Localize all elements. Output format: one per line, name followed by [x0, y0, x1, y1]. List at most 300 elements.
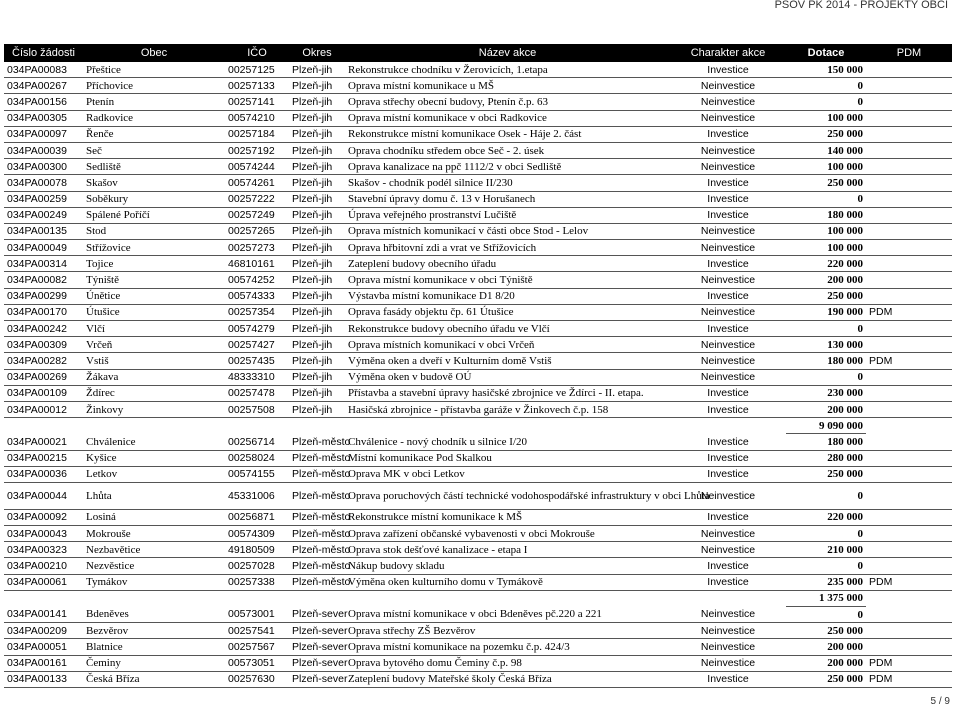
table-body [4, 62, 952, 687]
table-row [4, 126, 952, 142]
cell-obec: Žákava [83, 369, 225, 385]
cell-okres: Plzeň-sever [289, 671, 345, 687]
cell-pdm [866, 639, 952, 655]
cell-okres: Plzeň-jih [289, 321, 345, 337]
cell-charakter: Investice [670, 509, 786, 525]
cell-okres: Plzeň-jih [289, 159, 345, 175]
cell-okres: Plzeň-město [289, 434, 345, 450]
cell-cislo: 034PA00170 [4, 304, 83, 320]
cell-akce: Oprava místní komunikace v obci Radkovice [345, 110, 670, 126]
cell-okres: Plzeň-jih [289, 256, 345, 272]
cell-dotace: 210 000 [786, 542, 866, 558]
empty-cell [866, 418, 952, 434]
cell-dotace: 150 000 [786, 62, 866, 78]
cell-okres: Plzeň-jih [289, 304, 345, 320]
table-row [4, 94, 952, 110]
cell-charakter: Neinvestice [670, 272, 786, 288]
cell-obec: Letkov [83, 466, 225, 482]
cell-okres: Plzeň-jih [289, 240, 345, 256]
cell-obec: Blatnice [83, 639, 225, 655]
cell-obec: Radkovice [83, 110, 225, 126]
cell-dotace: 250 000 [786, 671, 866, 687]
cell-dotace: 100 000 [786, 110, 866, 126]
empty-cell [4, 418, 83, 434]
cell-charakter: Neinvestice [670, 607, 786, 623]
cell-obec: Příchovice [83, 78, 225, 94]
cell-akce: Oprava místních komunikací v obci Vrčeň [345, 337, 670, 353]
cell-akce: Oprava chodníku středem obce Seč - 2. úsek [345, 142, 670, 158]
cell-cislo: 034PA00039 [4, 142, 83, 158]
cell-okres: Plzeň-jih [289, 353, 345, 369]
cell-pdm [866, 223, 952, 239]
cell-charakter: Neinvestice [670, 110, 786, 126]
cell-obec: Chválenice [83, 434, 225, 450]
cell-ico: 00574244 [225, 159, 289, 175]
cell-dotace: 200 000 [786, 401, 866, 417]
cell-cislo: 034PA00141 [4, 607, 83, 623]
cell-dotace: 0 [786, 369, 866, 385]
cell-charakter: Investice [670, 191, 786, 207]
table-row [4, 466, 952, 482]
cell-ico: 00257541 [225, 623, 289, 639]
empty-cell [289, 418, 345, 434]
cell-akce: Oprava střechy ZŠ Bezvěrov [345, 623, 670, 639]
cell-cislo: 034PA00323 [4, 542, 83, 558]
col-header-ico: IČO [225, 44, 289, 62]
table-row [4, 671, 952, 687]
cell-charakter: Neinvestice [670, 240, 786, 256]
col-header-dotace: Dotace [786, 44, 866, 62]
cell-okres: Plzeň-město [289, 450, 345, 466]
empty-cell [225, 418, 289, 434]
cell-pdm [866, 207, 952, 223]
cell-ico: 00574279 [225, 321, 289, 337]
cell-akce: Výstavba místní komunikace D1 8/20 [345, 288, 670, 304]
table-row [4, 639, 952, 655]
empty-cell [670, 418, 786, 434]
empty-cell [83, 418, 225, 434]
cell-okres: Plzeň-jih [289, 110, 345, 126]
table-row [4, 353, 952, 369]
cell-obec: Soběkury [83, 191, 225, 207]
cell-cislo: 034PA00300 [4, 159, 83, 175]
cell-okres: Plzeň-jih [289, 62, 345, 78]
cell-dotace: 180 000 [786, 353, 866, 369]
cell-charakter: Neinvestice [670, 623, 786, 639]
cell-cislo: 034PA00267 [4, 78, 83, 94]
cell-obec: Střížovice [83, 240, 225, 256]
cell-obec: Únětice [83, 288, 225, 304]
cell-obec: Lhůta [83, 482, 225, 509]
cell-cislo: 034PA00078 [4, 175, 83, 191]
cell-cislo: 034PA00061 [4, 574, 83, 590]
table-row [4, 304, 952, 320]
table-row [4, 191, 952, 207]
cell-obec: Vstiš [83, 353, 225, 369]
cell-dotace: 0 [786, 94, 866, 110]
empty-cell [289, 590, 345, 606]
cell-pdm [866, 434, 952, 450]
cell-dotace: 0 [786, 78, 866, 94]
col-header-cislo: Číslo žádosti [4, 44, 83, 62]
cell-okres: Plzeň-město [289, 558, 345, 574]
cell-pdm [866, 94, 952, 110]
cell-dotace: 0 [786, 526, 866, 542]
cell-obec: Čeminy [83, 655, 225, 671]
cell-cislo: 034PA00135 [4, 223, 83, 239]
cell-pdm [866, 272, 952, 288]
cell-akce: Oprava místní komunikace v obci Bdeněves pč.220 a 221 [345, 607, 670, 623]
table-row [4, 655, 952, 671]
cell-akce: Výměna oken v budově OÚ [345, 369, 670, 385]
table-row [4, 175, 952, 191]
cell-akce: Chválenice - nový chodník u silnice I/20 [345, 434, 670, 450]
cell-pdm: PDM [866, 655, 952, 671]
cell-dotace: 250 000 [786, 126, 866, 142]
col-header-okres: Okres [289, 44, 345, 62]
cell-dotace: 200 000 [786, 639, 866, 655]
cell-obec: Spálené Poříčí [83, 207, 225, 223]
cell-pdm: PDM [866, 353, 952, 369]
cell-pdm [866, 110, 952, 126]
empty-cell [345, 418, 670, 434]
cell-obec: Losiná [83, 509, 225, 525]
empty-cell [4, 590, 83, 606]
cell-dotace: 0 [786, 191, 866, 207]
cell-akce: Oprava místních komunikací v části obce Stod - Lelov [345, 223, 670, 239]
cell-ico: 00257273 [225, 240, 289, 256]
cell-dotace: 200 000 [786, 272, 866, 288]
empty-cell [345, 590, 670, 606]
cell-obec: Řenče [83, 126, 225, 142]
cell-ico: 00257028 [225, 558, 289, 574]
cell-cislo: 034PA00161 [4, 655, 83, 671]
cell-dotace: 180 000 [786, 207, 866, 223]
cell-obec: Mokrouše [83, 526, 225, 542]
cell-ico: 00257141 [225, 94, 289, 110]
table-row [4, 240, 952, 256]
cell-ico: 00257249 [225, 207, 289, 223]
cell-pdm [866, 558, 952, 574]
cell-pdm [866, 191, 952, 207]
cell-charakter: Investice [670, 574, 786, 590]
cell-charakter: Neinvestice [670, 482, 786, 509]
cell-pdm [866, 142, 952, 158]
cell-obec: Přeštice [83, 62, 225, 78]
col-header-akce: Název akce [345, 44, 670, 62]
cell-akce: Přístavba a stavební úpravy hasičské zbrojnice ve Ždírci - II. etapa. [345, 385, 670, 401]
cell-akce: Úprava veřejného prostranství Lučiště [345, 207, 670, 223]
cell-obec: Ptenín [83, 94, 225, 110]
table-row [4, 78, 952, 94]
cell-ico: 48333310 [225, 369, 289, 385]
cell-obec: Útušice [83, 304, 225, 320]
empty-cell [83, 590, 225, 606]
cell-akce: Oprava zařízení občanské vybavenosti v obci Mokrouše [345, 526, 670, 542]
cell-dotace: 130 000 [786, 337, 866, 353]
cell-ico: 00257508 [225, 401, 289, 417]
table-row [4, 369, 952, 385]
cell-pdm [866, 623, 952, 639]
cell-dotace: 250 000 [786, 466, 866, 482]
cell-pdm [866, 175, 952, 191]
cell-akce: Rekonstrukce místní komunikace Osek - Háje 2. část [345, 126, 670, 142]
cell-akce: Oprava fasády objektu čp. 61 Útušice [345, 304, 670, 320]
cell-ico: 00257630 [225, 671, 289, 687]
cell-charakter: Investice [670, 671, 786, 687]
table-row [4, 321, 952, 337]
cell-okres: Plzeň-jih [289, 207, 345, 223]
cell-pdm [866, 240, 952, 256]
cell-charakter: Investice [670, 288, 786, 304]
cell-pdm [866, 288, 952, 304]
cell-okres: Plzeň-jih [289, 369, 345, 385]
cell-charakter: Investice [670, 401, 786, 417]
cell-charakter: Investice [670, 466, 786, 482]
cell-obec: Vrčeň [83, 337, 225, 353]
cell-dotace: 0 [786, 321, 866, 337]
cell-cislo: 034PA00109 [4, 385, 83, 401]
cell-okres: Plzeň-jih [289, 272, 345, 288]
cell-ico: 00257435 [225, 353, 289, 369]
cell-okres: Plzeň-město [289, 542, 345, 558]
cell-obec: Skašov [83, 175, 225, 191]
cell-cislo: 034PA00092 [4, 509, 83, 525]
cell-cislo: 034PA00249 [4, 207, 83, 223]
col-header-pdm: PDM [866, 44, 952, 62]
cell-okres: Plzeň-sever [289, 607, 345, 623]
table-row [4, 288, 952, 304]
cell-charakter: Investice [670, 62, 786, 78]
cell-charakter: Neinvestice [670, 526, 786, 542]
cell-ico: 00257478 [225, 385, 289, 401]
cell-cislo: 034PA00299 [4, 288, 83, 304]
cell-okres: Plzeň-jih [289, 142, 345, 158]
cell-ico: 00257265 [225, 223, 289, 239]
cell-charakter: Investice [670, 175, 786, 191]
cell-ico: 00257222 [225, 191, 289, 207]
cell-obec: Týniště [83, 272, 225, 288]
cell-obec: Žinkovy [83, 401, 225, 417]
cell-obec: Česká Bříza [83, 671, 225, 687]
cell-obec: Bdeněves [83, 607, 225, 623]
cell-ico: 00574309 [225, 526, 289, 542]
cell-cislo: 034PA00305 [4, 110, 83, 126]
cell-ico: 00258024 [225, 450, 289, 466]
cell-akce: Nákup budovy skladu [345, 558, 670, 574]
cell-charakter: Neinvestice [670, 542, 786, 558]
cell-pdm [866, 526, 952, 542]
cell-akce: Oprava místní komunikace u MŠ [345, 78, 670, 94]
subtotal-row [4, 418, 952, 434]
table-row [4, 62, 952, 78]
table-row [4, 401, 952, 417]
cell-ico: 00574210 [225, 110, 289, 126]
cell-okres: Plzeň-jih [289, 337, 345, 353]
cell-akce: Oprava místní komunikace na pozemku č.p. 424/3 [345, 639, 670, 655]
cell-dotace: 100 000 [786, 240, 866, 256]
cell-charakter: Neinvestice [670, 639, 786, 655]
cell-charakter: Neinvestice [670, 337, 786, 353]
cell-pdm [866, 369, 952, 385]
cell-pdm [866, 466, 952, 482]
cell-cislo: 034PA00051 [4, 639, 83, 655]
cell-ico: 00257567 [225, 639, 289, 655]
cell-ico: 00574155 [225, 466, 289, 482]
cell-akce: Oprava kanalizace na ppč 1112/2 v obci Sedliště [345, 159, 670, 175]
cell-obec: Stod [83, 223, 225, 239]
cell-ico: 00573051 [225, 655, 289, 671]
cell-okres: Plzeň-město [289, 509, 345, 525]
cell-akce: Rekonstrukce místní komunikace k MŠ [345, 509, 670, 525]
cell-dotace: 220 000 [786, 509, 866, 525]
cell-pdm [866, 450, 952, 466]
cell-dotace: 200 000 [786, 655, 866, 671]
subtotal-row [4, 590, 952, 606]
cell-okres: Plzeň-sever [289, 623, 345, 639]
cell-dotace: 280 000 [786, 450, 866, 466]
cell-charakter: Neinvestice [670, 353, 786, 369]
cell-ico: 00256714 [225, 434, 289, 450]
cell-obec: Tojice [83, 256, 225, 272]
cell-charakter: Neinvestice [670, 304, 786, 320]
cell-ico: 46810161 [225, 256, 289, 272]
cell-charakter: Neinvestice [670, 655, 786, 671]
cell-obec: Nezvěstice [83, 558, 225, 574]
page-number: 5 / 9 [930, 696, 950, 707]
cell-ico: 00574333 [225, 288, 289, 304]
cell-ico: 00574261 [225, 175, 289, 191]
cell-akce: Výměna oken a dveří v Kulturním domě Vstiš [345, 353, 670, 369]
cell-pdm [866, 62, 952, 78]
cell-akce: Výměna oken kulturního domu v Tymákově [345, 574, 670, 590]
cell-akce: Oprava stok dešťové kanalizace - etapa I [345, 542, 670, 558]
cell-dotace: 230 000 [786, 385, 866, 401]
table-row [4, 509, 952, 525]
cell-pdm [866, 256, 952, 272]
cell-charakter: Investice [670, 385, 786, 401]
cell-pdm [866, 542, 952, 558]
table-row [4, 607, 952, 623]
cell-akce: Zateplení budovy obecního úřadu [345, 256, 670, 272]
cell-dotace: 0 [786, 607, 866, 623]
cell-okres: Plzeň-sever [289, 655, 345, 671]
cell-pdm: PDM [866, 574, 952, 590]
col-header-charakter: Charakter akce [670, 44, 786, 62]
cell-obec: Vlčí [83, 321, 225, 337]
cell-okres: Plzeň-jih [289, 94, 345, 110]
cell-akce: Oprava hřbitovní zdi a vrat ve Střížovicích [345, 240, 670, 256]
subtotal-amount: 9 090 000 [786, 418, 866, 434]
cell-cislo: 034PA00242 [4, 321, 83, 337]
cell-dotace: 0 [786, 482, 866, 509]
cell-ico: 00257192 [225, 142, 289, 158]
cell-charakter: Neinvestice [670, 142, 786, 158]
cell-cislo: 034PA00036 [4, 466, 83, 482]
empty-cell [670, 590, 786, 606]
cell-akce: Oprava místní komunikace v obci Týniště [345, 272, 670, 288]
cell-pdm [866, 509, 952, 525]
cell-okres: Plzeň-město [289, 466, 345, 482]
document-title: PSOV PK 2014 - PROJEKTY OBCÍ [774, 0, 948, 11]
cell-obec: Sedliště [83, 159, 225, 175]
cell-akce: Oprava MK v obci Letkov [345, 466, 670, 482]
cell-akce: Místní komunikace Pod Skalkou [345, 450, 670, 466]
cell-ico: 00257354 [225, 304, 289, 320]
table-row [4, 434, 952, 450]
cell-okres: Plzeň-jih [289, 126, 345, 142]
cell-cislo: 034PA00012 [4, 401, 83, 417]
cell-cislo: 034PA00309 [4, 337, 83, 353]
projects-table [4, 44, 952, 688]
cell-ico: 00573001 [225, 607, 289, 623]
cell-pdm [866, 401, 952, 417]
cell-cislo: 034PA00269 [4, 369, 83, 385]
cell-charakter: Investice [670, 558, 786, 574]
cell-akce: Rekonstrukce chodníku v Žerovicích, 1.etapa [345, 62, 670, 78]
table-row [4, 385, 952, 401]
cell-charakter: Investice [670, 256, 786, 272]
table-row [4, 450, 952, 466]
cell-cislo: 034PA00049 [4, 240, 83, 256]
cell-akce: Oprava bytového domu Čeminy č.p. 98 [345, 655, 670, 671]
cell-okres: Plzeň-město [289, 526, 345, 542]
table-header-row [4, 44, 952, 62]
cell-ico: 00257133 [225, 78, 289, 94]
cell-pdm [866, 337, 952, 353]
cell-okres: Plzeň-jih [289, 191, 345, 207]
cell-obec: Seč [83, 142, 225, 158]
cell-pdm [866, 482, 952, 509]
cell-pdm [866, 159, 952, 175]
cell-cislo: 034PA00156 [4, 94, 83, 110]
empty-cell [866, 590, 952, 606]
cell-pdm: PDM [866, 304, 952, 320]
cell-obec: Nezbavětice [83, 542, 225, 558]
table-row [4, 256, 952, 272]
cell-ico: 45331006 [225, 482, 289, 509]
cell-ico: 00257427 [225, 337, 289, 353]
cell-cislo: 034PA00083 [4, 62, 83, 78]
cell-charakter: Neinvestice [670, 94, 786, 110]
cell-dotace: 250 000 [786, 175, 866, 191]
cell-obec: Bezvěrov [83, 623, 225, 639]
cell-cislo: 034PA00043 [4, 526, 83, 542]
cell-akce: Hasičská zbrojnice - přístavba garáže v Žinkovech č.p. 158 [345, 401, 670, 417]
cell-charakter: Investice [670, 434, 786, 450]
cell-cislo: 034PA00044 [4, 482, 83, 509]
cell-charakter: Neinvestice [670, 369, 786, 385]
cell-dotace: 0 [786, 558, 866, 574]
cell-akce: Zateplení budovy Mateřské školy Česká Bříza [345, 671, 670, 687]
cell-charakter: Investice [670, 207, 786, 223]
cell-obec: Kyšice [83, 450, 225, 466]
cell-ico: 49180509 [225, 542, 289, 558]
cell-dotace: 250 000 [786, 623, 866, 639]
cell-dotace: 190 000 [786, 304, 866, 320]
cell-pdm [866, 607, 952, 623]
cell-okres: Plzeň-jih [289, 385, 345, 401]
cell-pdm [866, 78, 952, 94]
cell-charakter: Investice [670, 126, 786, 142]
cell-obec: Tymákov [83, 574, 225, 590]
cell-dotace: 235 000 [786, 574, 866, 590]
cell-akce: Rekonstrukce budovy obecního úřadu ve Vlčí [345, 321, 670, 337]
cell-akce: Skašov - chodník podél silnice II/230 [345, 175, 670, 191]
cell-okres: Plzeň-město [289, 574, 345, 590]
cell-akce: Oprava střechy obecní budovy, Ptenín č.p. 63 [345, 94, 670, 110]
table-row [4, 207, 952, 223]
